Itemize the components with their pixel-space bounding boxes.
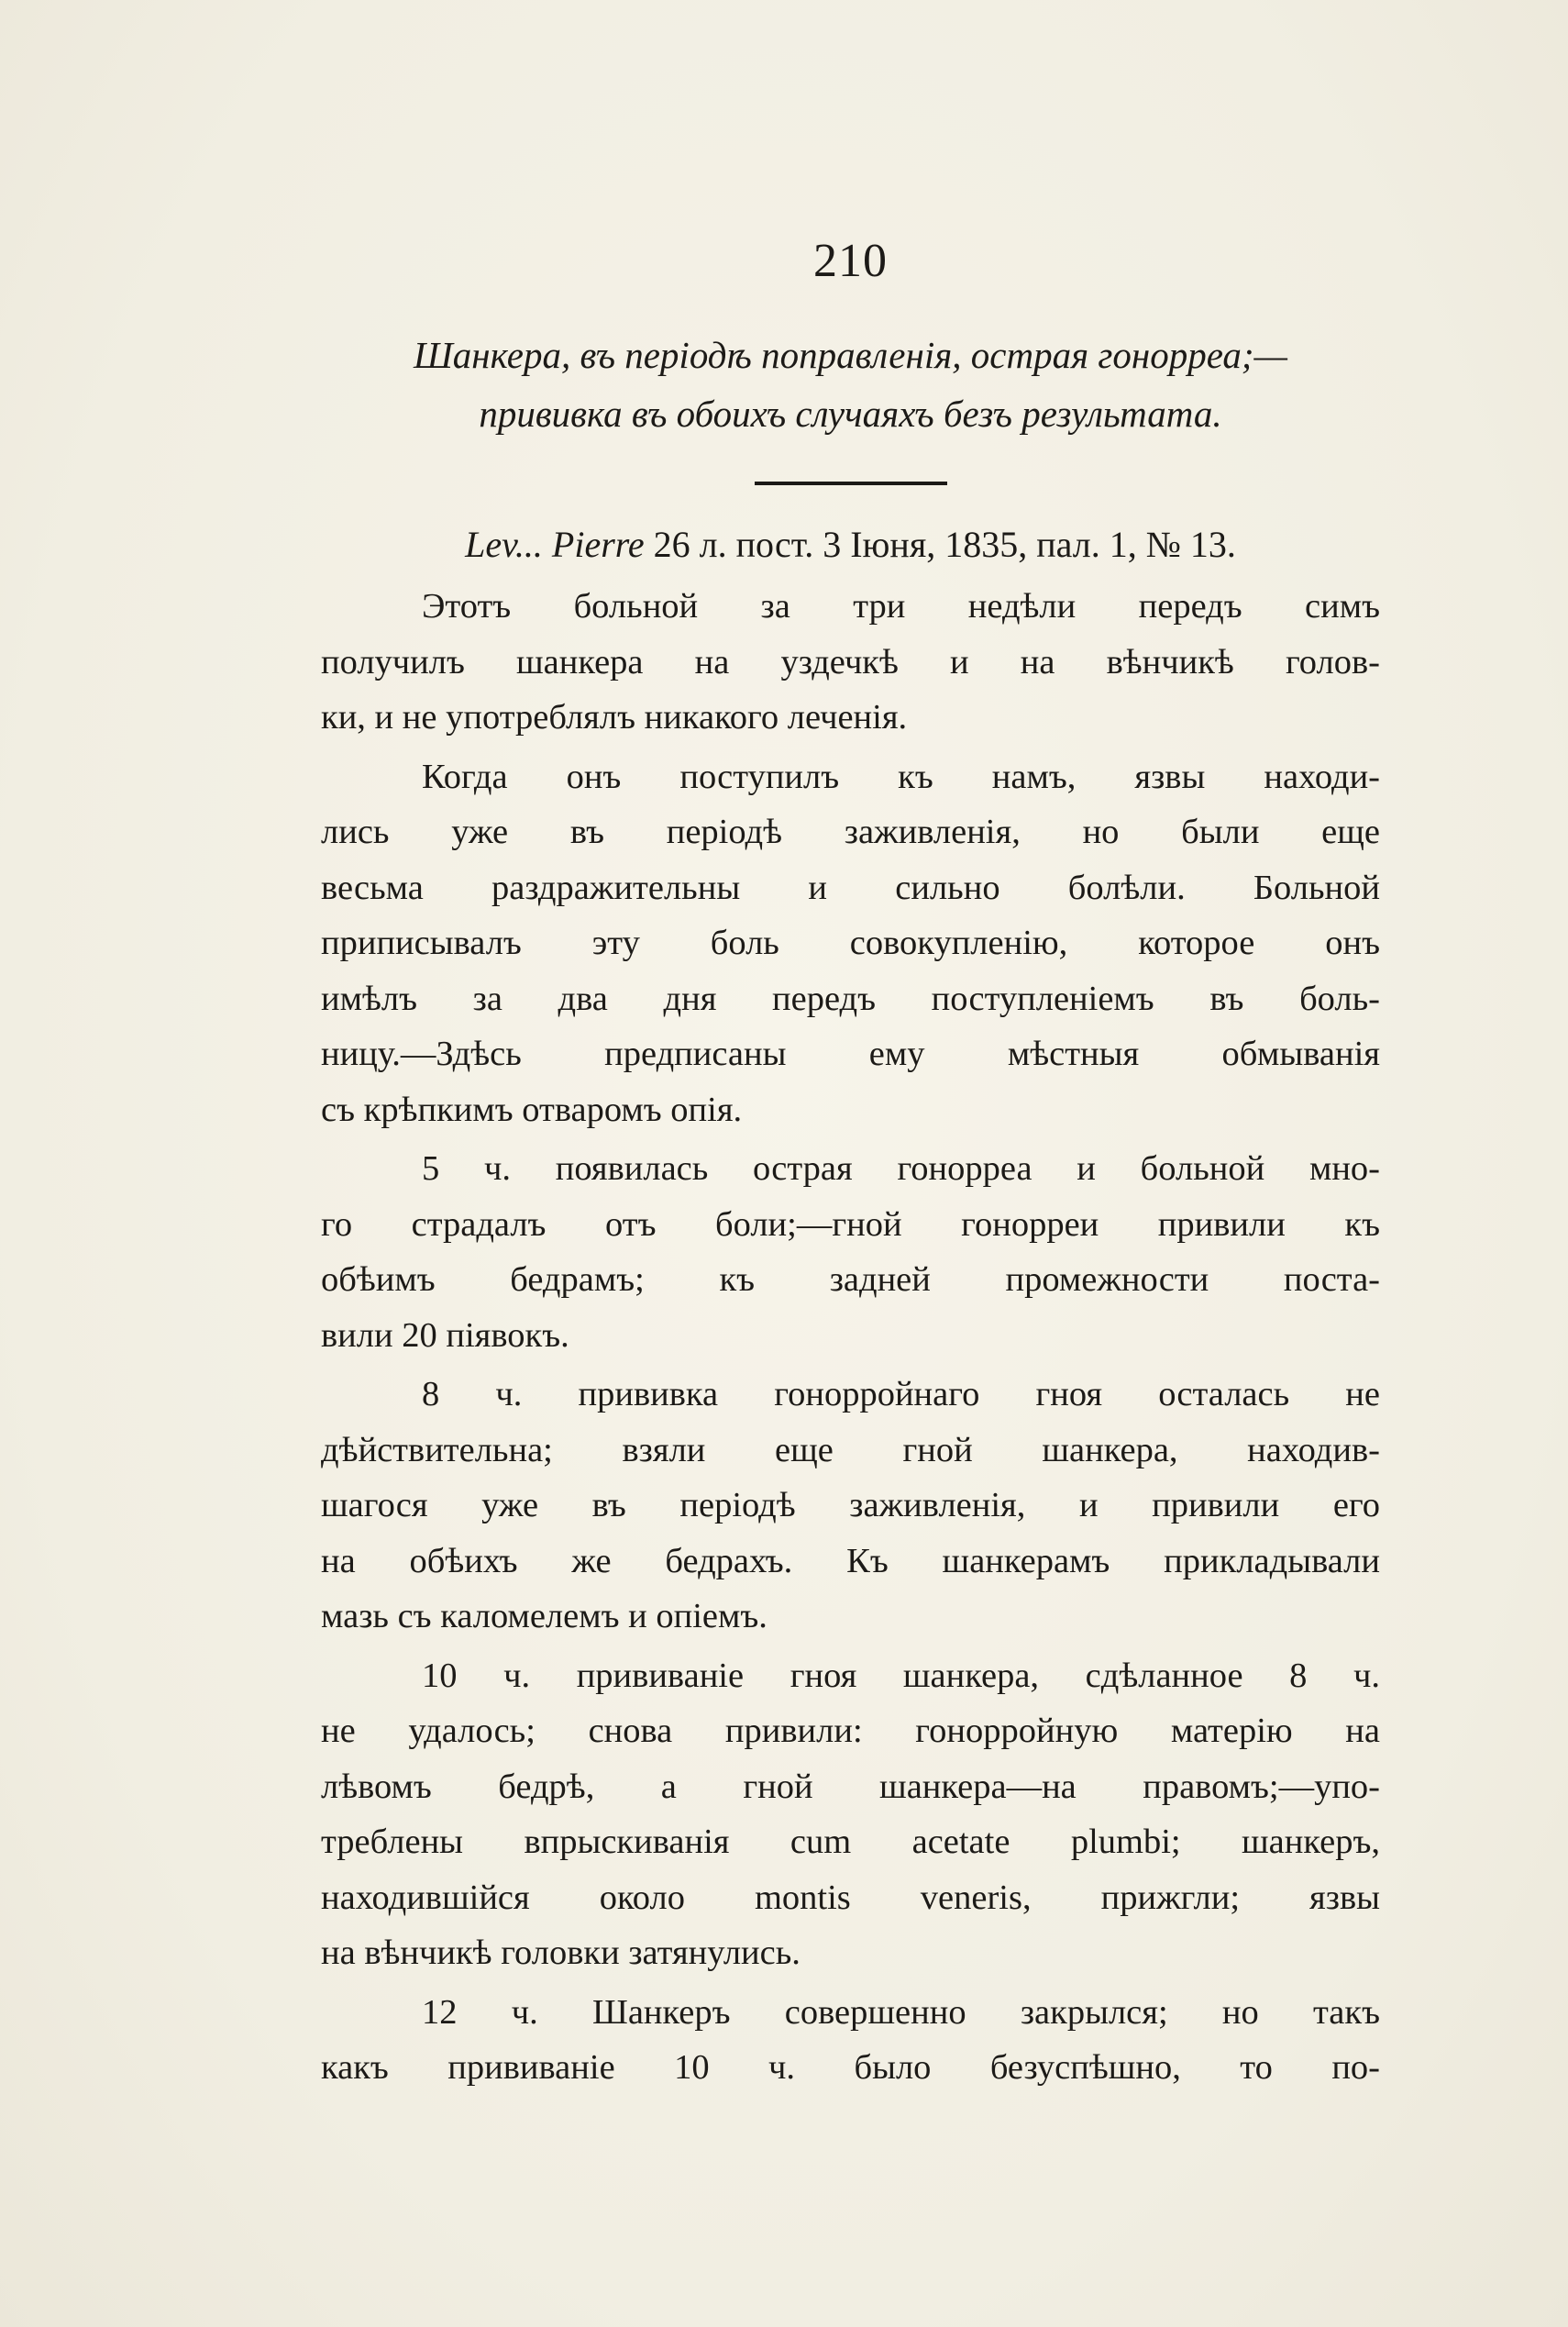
text-line: не удалось; снова привили: гонорройную матерію на [321, 1712, 1380, 1750]
text-line: приписывалъ эту боль совокупленію, которое онъ [321, 924, 1380, 962]
paragraph [321, 1985, 1380, 2096]
paragraph [321, 579, 1380, 746]
text-line: какъ прививаніе 10 ч. было безуспѣшно, то по- [321, 2048, 1380, 2087]
text-line: Этотъ больной за три недѣли передъ симъ [422, 587, 1380, 626]
text-line: получилъ шанкера на уздечкѣ и на вѣнчикѣ голов- [321, 642, 1380, 681]
heading-line: Шанкера, въ періодѣ поправленія, острая гонорреа;— [413, 334, 1288, 376]
text-line: вили 20 піявокъ. [321, 1315, 569, 1355]
text-line: обѣимъ бедрамъ; къ задней промежности поста- [321, 1260, 1380, 1299]
divider-rule [755, 482, 947, 485]
text-line: ницу.—Здѣсь предписаны ему мѣстныя обмыванія [321, 1035, 1380, 1073]
heading-line: прививка въ обоихъ случаяхъ безъ результата. [479, 393, 1222, 435]
text-line: лѣвомъ бедрѣ, а гной шанкера—на правомъ;—упо- [321, 1767, 1380, 1806]
text-line: 5 ч. появилась острая гонорреа и больной мно- [422, 1149, 1380, 1188]
paragraph [321, 1141, 1380, 1363]
text-line: находившійся около montis veneris, прижгли; язвы [321, 1878, 1380, 1917]
paragraph [321, 749, 1380, 1138]
text-line: 10 ч. прививаніе гноя шанкера, сдѣланное 8 ч. [422, 1656, 1380, 1695]
paragraph [321, 1367, 1380, 1645]
text-line: весьма раздражительны и сильно болѣли. Больной [321, 868, 1380, 907]
text-line: мазь съ каломелемъ и опіемъ. [321, 1597, 767, 1635]
paragraph [321, 1648, 1380, 1981]
text-line: на вѣнчикѣ головки затянулись. [321, 1934, 801, 1972]
page-text [321, 234, 1380, 2096]
text-line: на обѣихъ же бедрахъ. Къ шанкерамъ прикладывали [321, 1541, 1380, 1580]
page-number: 210 [813, 235, 888, 287]
section-heading [321, 326, 1380, 443]
case-details: 26 л. пост. 3 Іюня, 1835, пал. 1, № 13. [653, 524, 1236, 565]
text-line: 8 ч. прививка гонорройнаго гноя осталась не [422, 1375, 1380, 1413]
text-line: Когда онъ поступилъ къ намъ, язвы находи- [422, 757, 1380, 796]
text-line: ки, и не употреблялъ никакого леченія. [321, 698, 908, 737]
text-line: лись уже въ періодѣ заживленія, но были еще [321, 813, 1380, 851]
text-line: го страдалъ отъ боли;—гной гонорреи привили къ [321, 1204, 1380, 1244]
case-header [321, 516, 1380, 573]
text-line: шагося уже въ періодѣ заживленія, и привили его [321, 1486, 1380, 1524]
text-line: 12 ч. Шанкеръ совершенно закрылся; но такъ [422, 1992, 1380, 2032]
text-line: треблены впрыскиванія cum acetate plumbi; шанкеръ, [321, 1823, 1380, 1861]
text-line: имѣлъ за два дня передъ поступленіемъ въ боль- [321, 979, 1380, 1018]
patient-name: Lev... Pierre [465, 524, 645, 565]
text-line: съ крѣпкимъ отваромъ опія. [321, 1090, 743, 1129]
text-line: дѣйствительна; взяли еще гной шанкера, находив- [321, 1430, 1380, 1469]
